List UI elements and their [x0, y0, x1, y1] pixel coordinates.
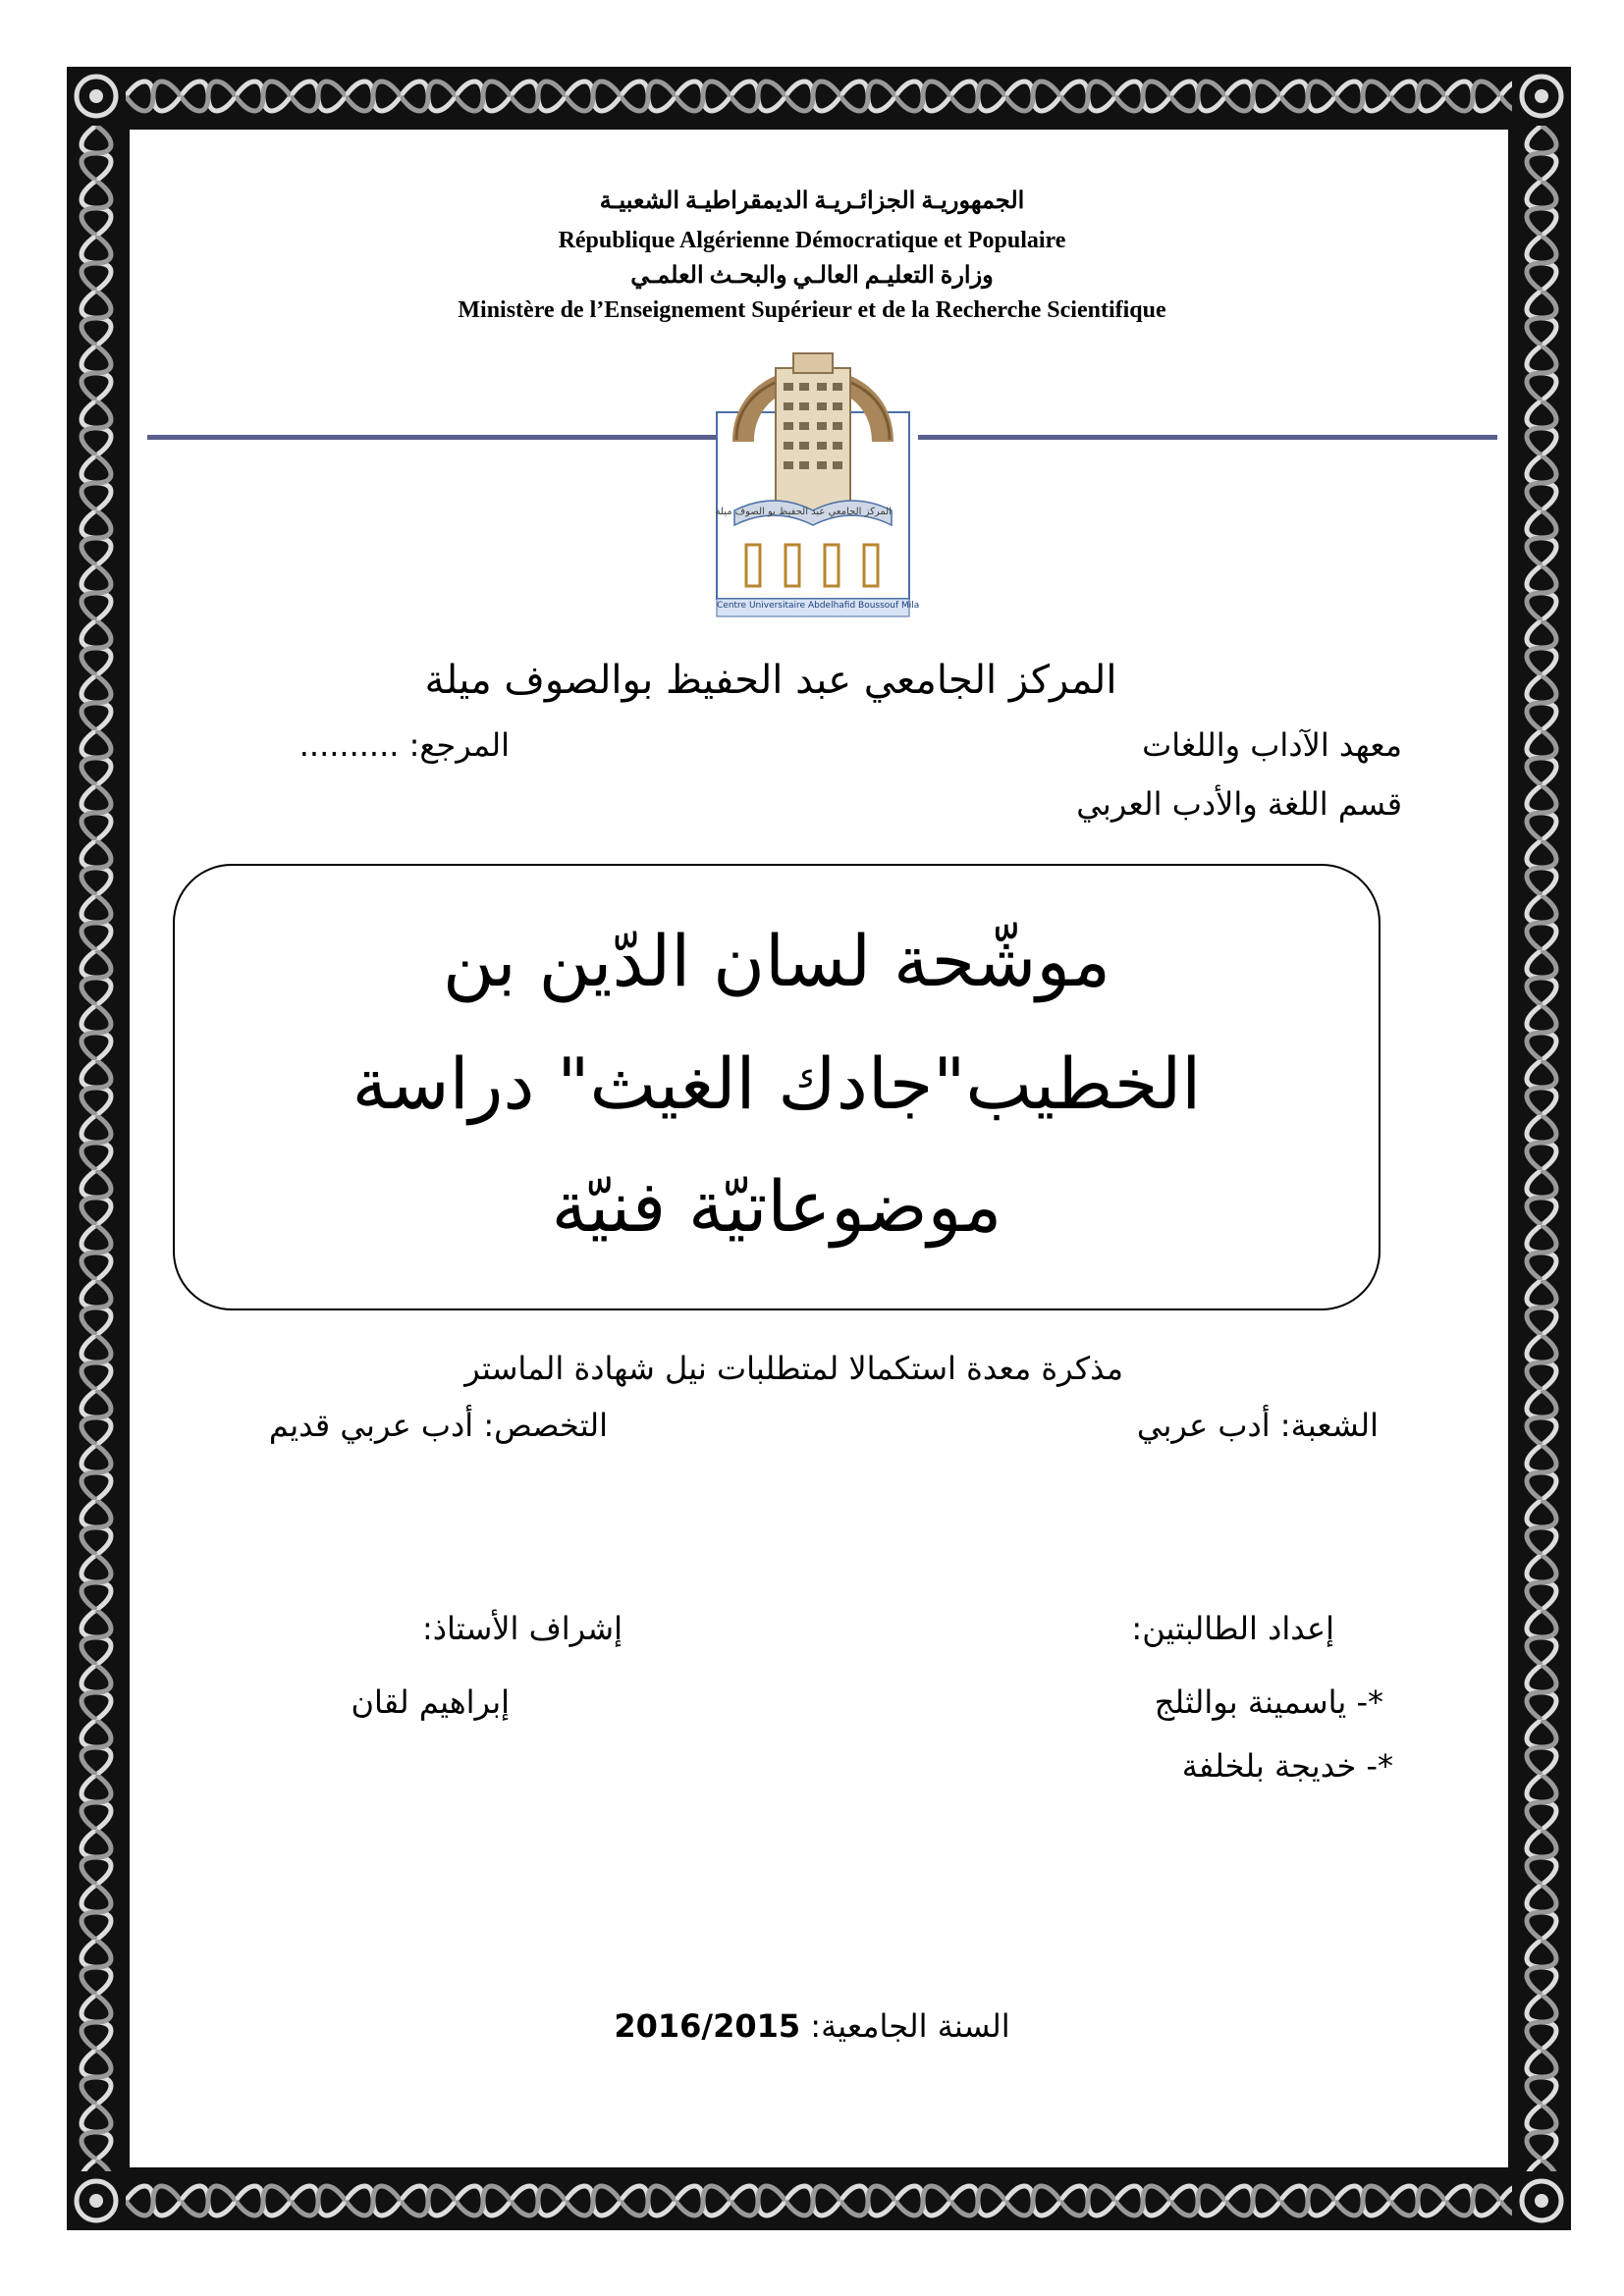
reference-field: المرجع: ..........: [298, 726, 510, 764]
students-label: إعداد الطالبتين:: [1131, 1610, 1334, 1647]
institute-name: معهد الآداب واللغات: [1142, 726, 1402, 764]
header-rule-left: [147, 435, 717, 440]
student-name-2: *- خديجة بلخلفة: [1181, 1747, 1393, 1785]
branch-field: الشعبة: أدب عربي: [1136, 1407, 1379, 1444]
student-name-1: *- ياسمينة بوالثلج: [1154, 1683, 1383, 1721]
thesis-purpose: مذكرة معدة استكمالا لمتطلبات نيل شهادة الماستر: [464, 1350, 1123, 1387]
corner-ornament-icon: [1514, 69, 1569, 124]
corner-ornament-icon: [69, 69, 124, 124]
border-chain-top: [126, 75, 1512, 118]
corner-ornament-icon: [69, 2173, 124, 2228]
academic-year: [0, 2007, 1624, 2045]
supervisor-label: إشراف الأستاذ:: [422, 1610, 623, 1647]
ministry-french: Ministère de l’Enseignement Supérieur et de la Recherche Scientifique: [458, 297, 1166, 323]
academic-year-label: السنة الجامعية:: [810, 2007, 1010, 2045]
ministry-arabic: وزارة التعليـم العالـي والبحـث العلمـي: [630, 263, 994, 289]
thesis-title-box: [173, 864, 1380, 1310]
academic-year-value: 2016/2015: [614, 2007, 801, 2045]
republic-arabic: الجمهوريـة الجزائـريـة الديمقراطيـة الشعبيـة: [599, 188, 1025, 214]
logo-caption-french: Centre Universitaire Abdelhafid Boussouf Mila: [717, 601, 920, 611]
logo-caption-arabic: المركز الجامعي عبد الحفيظ بو الصوف ميلة: [715, 507, 892, 517]
corner-ornament-icon: [1514, 2173, 1569, 2228]
thesis-title-line-1: موشّحة لسان الدّين بن: [442, 920, 1111, 1002]
border-chain-right: [1520, 126, 1563, 2171]
thesis-title-line-2: الخطيب"جادك الغيث" دراسة: [352, 1042, 1202, 1125]
university-center-name: المركز الجامعي عبد الحفيظ بوالصوف ميلة: [424, 658, 1117, 703]
border-chain-bottom: [126, 2179, 1512, 2222]
thesis-title-line-3: موضوعاتيّة فنيّة: [551, 1165, 1002, 1248]
supervisor-name: إبراهيم لقان: [351, 1683, 510, 1721]
header-rule-right: [918, 435, 1497, 440]
republic-french: République Algérienne Démocratique et Populaire: [558, 228, 1066, 253]
specialty-field: التخصص: أدب عربي قديم: [268, 1407, 608, 1444]
border-chain-left: [75, 126, 118, 2171]
university-logo: [715, 314, 920, 618]
department-name: قسم اللغة والأدب العربي: [1076, 785, 1402, 823]
